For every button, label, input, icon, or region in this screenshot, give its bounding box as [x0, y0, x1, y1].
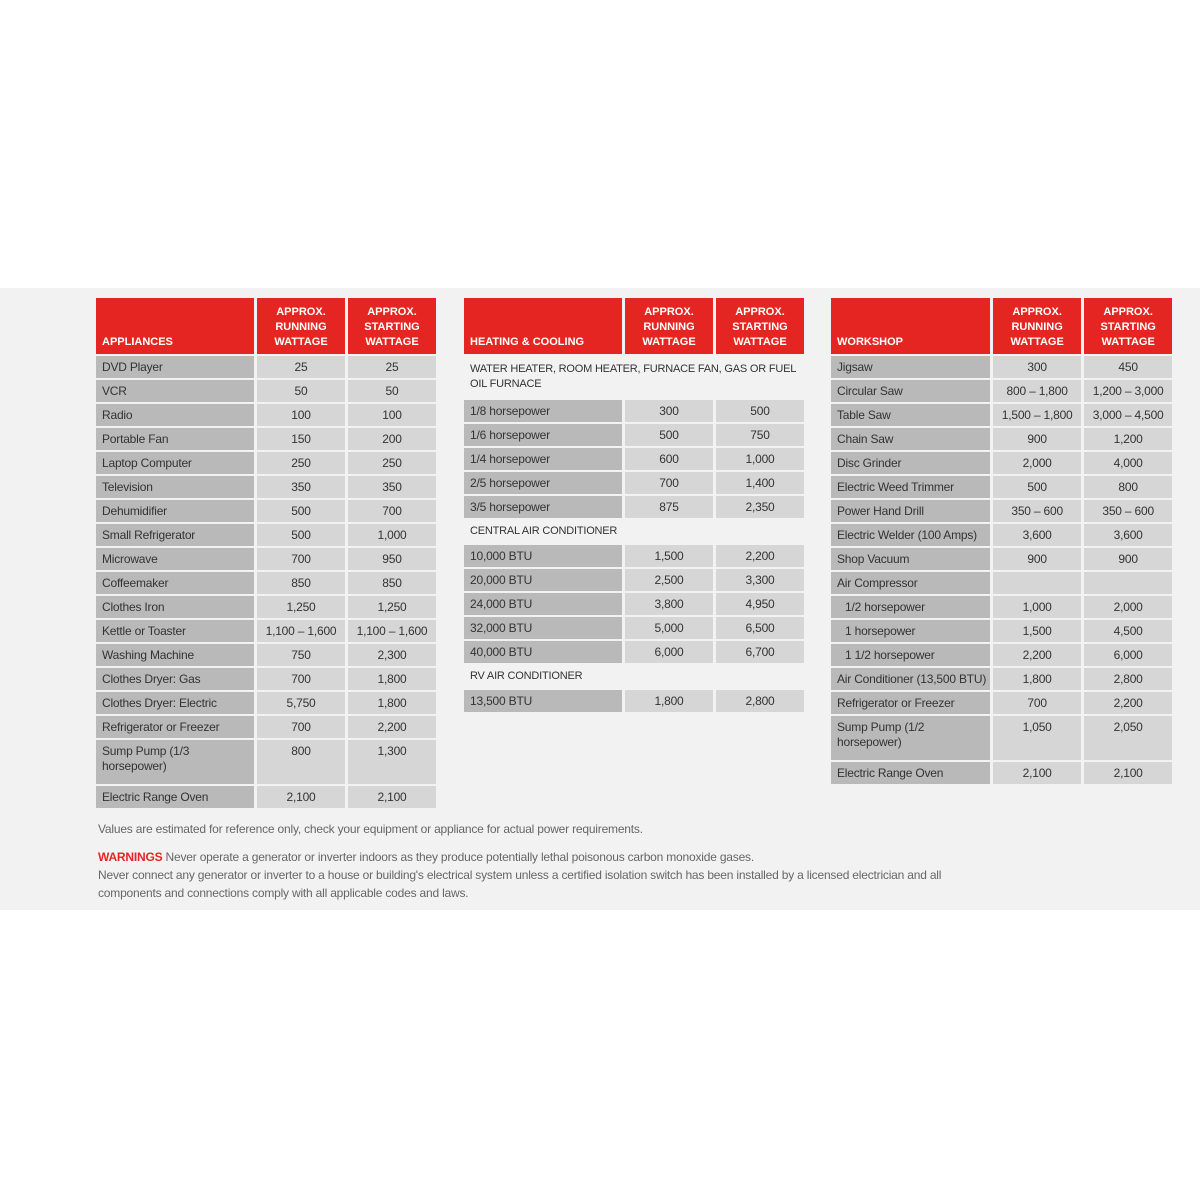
running-value: 2,500	[625, 569, 713, 591]
starting-value: 1,100 – 1,600	[348, 620, 436, 642]
item-name: 40,000 BTU	[464, 641, 622, 663]
item-name: 20,000 BTU	[464, 569, 622, 591]
table-row	[831, 668, 1172, 690]
item-name: Power Hand Drill	[831, 500, 990, 522]
item-name: Electric Range Oven	[831, 762, 990, 784]
table-row	[831, 524, 1172, 546]
table-row	[464, 448, 804, 470]
starting-value: 250	[348, 452, 436, 474]
section-row	[464, 356, 804, 398]
table-row	[464, 472, 804, 494]
item-name: Circular Saw	[831, 380, 990, 402]
starting-value: 1,200	[1084, 428, 1172, 450]
item-name: Air Conditioner (13,500 BTU)	[831, 668, 990, 690]
starting-value: 900	[1084, 548, 1172, 570]
running-value: 700	[993, 692, 1081, 714]
table-row	[96, 428, 436, 450]
table-row	[96, 644, 436, 666]
item-name: Table Saw	[831, 404, 990, 426]
table-row	[831, 428, 1172, 450]
table-row	[831, 716, 1172, 760]
table-row	[831, 596, 1172, 618]
running-value: 1,500 – 1,800	[993, 404, 1081, 426]
item-name: Refrigerator or Freezer	[96, 716, 254, 738]
running-value: 900	[993, 428, 1081, 450]
running-value: 25	[257, 356, 345, 378]
running-value: 50	[257, 380, 345, 402]
item-name: 1 horsepower	[831, 620, 990, 642]
starting-value	[1084, 572, 1172, 594]
heating-cooling-table	[461, 296, 807, 714]
starting-value: 950	[348, 548, 436, 570]
warning-text-1: Never operate a generator or inverter indoors as they produce potentially lethal poisonous carbon monoxide gases.	[165, 850, 754, 864]
item-name: 1/6 horsepower	[464, 424, 622, 446]
starting-value: 800	[1084, 476, 1172, 498]
running-value: 150	[257, 428, 345, 450]
starting-value: 2,300	[348, 644, 436, 666]
table-row	[96, 548, 436, 570]
starting-value: 2,800	[716, 690, 804, 712]
running-value: 800	[257, 740, 345, 784]
item-name: 1 1/2 horsepower	[831, 644, 990, 666]
starting-value: 1,400	[716, 472, 804, 494]
starting-value: 2,200	[1084, 692, 1172, 714]
item-name: Radio	[96, 404, 254, 426]
starting-value: 4,000	[1084, 452, 1172, 474]
item-name: Clothes Dryer: Electric	[96, 692, 254, 714]
appliances-header-row	[96, 298, 436, 354]
item-name: Clothes Iron	[96, 596, 254, 618]
item-name: Dehumidifier	[96, 500, 254, 522]
table-row	[831, 476, 1172, 498]
starting-value: 25	[348, 356, 436, 378]
table-row	[831, 404, 1172, 426]
warning-line-1	[98, 848, 998, 866]
running-value: 800 – 1,800	[993, 380, 1081, 402]
item-name: 1/4 horsepower	[464, 448, 622, 470]
running-value: 2,200	[993, 644, 1081, 666]
table-row	[464, 690, 804, 712]
running-value: 500	[993, 476, 1081, 498]
starting-value: 2,100	[348, 786, 436, 808]
starting-value: 2,350	[716, 496, 804, 518]
table-row	[464, 424, 804, 446]
running-value: 850	[257, 572, 345, 594]
starting-value: 2,200	[716, 545, 804, 567]
starting-value: 4,950	[716, 593, 804, 615]
running-value: 350 – 600	[993, 500, 1081, 522]
item-name: Small Refrigerator	[96, 524, 254, 546]
starting-value: 2,050	[1084, 716, 1172, 760]
item-name: Electric Weed Trimmer	[831, 476, 990, 498]
running-value: 750	[257, 644, 345, 666]
table-row	[831, 500, 1172, 522]
item-name: DVD Player	[96, 356, 254, 378]
disclaimer-text: Values are estimated for reference only, check your equipment or appliance for actual power requirements.	[98, 822, 643, 836]
table-row	[96, 786, 436, 808]
running-value: 5,000	[625, 617, 713, 639]
table-row	[831, 692, 1172, 714]
table-row	[831, 572, 1172, 594]
table-row	[464, 641, 804, 663]
running-value: 500	[257, 500, 345, 522]
item-name: Portable Fan	[96, 428, 254, 450]
table-row	[464, 593, 804, 615]
starting-value: 350	[348, 476, 436, 498]
table-row	[96, 500, 436, 522]
table-row	[831, 644, 1172, 666]
running-value: 700	[625, 472, 713, 494]
running-value: 6,000	[625, 641, 713, 663]
running-value: 1,800	[625, 690, 713, 712]
workshop-table	[828, 296, 1175, 786]
running-value: 500	[625, 424, 713, 446]
item-name: Jigsaw	[831, 356, 990, 378]
item-name: Clothes Dryer: Gas	[96, 668, 254, 690]
starting-value: 2,800	[1084, 668, 1172, 690]
running-value: 900	[993, 548, 1081, 570]
heating-header-row	[464, 298, 804, 354]
item-name: Microwave	[96, 548, 254, 570]
running-value: 2,100	[257, 786, 345, 808]
item-name: 1/2 horsepower	[831, 596, 990, 618]
running-value: 1,000	[993, 596, 1081, 618]
item-name: Electric Range Oven	[96, 786, 254, 808]
table-row	[464, 569, 804, 591]
running-wattage-header: APPROX. RUNNING WATTAGE	[257, 298, 345, 354]
item-name: 24,000 BTU	[464, 593, 622, 615]
starting-wattage-header: APPROX. STARTING WATTAGE	[1084, 298, 1172, 354]
table-row	[831, 452, 1172, 474]
item-name: 10,000 BTU	[464, 545, 622, 567]
starting-value: 6,500	[716, 617, 804, 639]
appliances-table	[93, 296, 439, 810]
table-row	[831, 548, 1172, 570]
running-value: 500	[257, 524, 345, 546]
starting-value: 200	[348, 428, 436, 450]
running-value: 1,250	[257, 596, 345, 618]
running-value: 1,050	[993, 716, 1081, 760]
starting-value: 500	[716, 400, 804, 422]
starting-wattage-header: APPROX. STARTING WATTAGE	[348, 298, 436, 354]
table-row	[831, 356, 1172, 378]
item-name: 13,500 BTU	[464, 690, 622, 712]
item-name: Electric Welder (100 Amps)	[831, 524, 990, 546]
item-name: Washing Machine	[96, 644, 254, 666]
table-row	[464, 545, 804, 567]
running-value: 5,750	[257, 692, 345, 714]
item-name: Laptop Computer	[96, 452, 254, 474]
warnings-label: WARNINGS	[98, 850, 163, 864]
starting-value: 1,000	[716, 448, 804, 470]
section-row	[464, 520, 804, 543]
table-row	[464, 617, 804, 639]
starting-value: 6,000	[1084, 644, 1172, 666]
starting-value: 3,000 – 4,500	[1084, 404, 1172, 426]
running-value: 700	[257, 548, 345, 570]
running-value: 600	[625, 448, 713, 470]
running-value: 350	[257, 476, 345, 498]
starting-value: 2,100	[1084, 762, 1172, 784]
table-row	[96, 668, 436, 690]
item-name: Shop Vacuum	[831, 548, 990, 570]
section-row	[464, 665, 804, 688]
running-value: 875	[625, 496, 713, 518]
item-name: Refrigerator or Freezer	[831, 692, 990, 714]
starting-value: 3,300	[716, 569, 804, 591]
table-row	[96, 404, 436, 426]
running-value: 1,500	[993, 620, 1081, 642]
starting-value: 6,700	[716, 641, 804, 663]
starting-value: 1,800	[348, 692, 436, 714]
item-name: Air Compressor	[831, 572, 990, 594]
item-name: Disc Grinder	[831, 452, 990, 474]
running-value: 700	[257, 668, 345, 690]
section-title: RV AIR CONDITIONER	[470, 670, 583, 682]
starting-value: 850	[348, 572, 436, 594]
item-name: Chain Saw	[831, 428, 990, 450]
table-row	[464, 496, 804, 518]
running-value: 300	[625, 400, 713, 422]
workshop-header: WORKSHOP	[831, 298, 990, 354]
table-row	[831, 380, 1172, 402]
starting-value: 1,250	[348, 596, 436, 618]
starting-value: 1,000	[348, 524, 436, 546]
running-value: 2,100	[993, 762, 1081, 784]
starting-value: 1,200 – 3,000	[1084, 380, 1172, 402]
table-row	[96, 596, 436, 618]
starting-value: 1,800	[348, 668, 436, 690]
table-row	[96, 716, 436, 738]
item-name: Sump Pump (1/2 horsepower)	[831, 716, 990, 760]
item-name: 3/5 horsepower	[464, 496, 622, 518]
section-title: WATER HEATER, ROOM HEATER, FURNACE FAN, GAS OR FUEL OIL FURNACE	[470, 363, 796, 390]
table-row	[96, 476, 436, 498]
starting-value: 350 – 600	[1084, 500, 1172, 522]
running-value: 300	[993, 356, 1081, 378]
item-name: Television	[96, 476, 254, 498]
starting-value: 450	[1084, 356, 1172, 378]
starting-value: 100	[348, 404, 436, 426]
appliances-header: APPLIANCES	[96, 298, 254, 354]
running-value: 2,000	[993, 452, 1081, 474]
table-row	[96, 452, 436, 474]
item-name: Sump Pump (1/3 horsepower)	[96, 740, 254, 784]
table-row	[96, 572, 436, 594]
running-wattage-header: APPROX. RUNNING WATTAGE	[625, 298, 713, 354]
running-value: 250	[257, 452, 345, 474]
item-name: Kettle or Toaster	[96, 620, 254, 642]
warning-text-2: Never connect any generator or inverter to a house or building's electrical system unless a certified isolation switch has been installed by a licensed electrician and all components and connections comply with all applicable codes and laws.	[98, 868, 942, 900]
item-name: Coffeemaker	[96, 572, 254, 594]
running-value: 100	[257, 404, 345, 426]
starting-value: 750	[716, 424, 804, 446]
starting-value: 1,300	[348, 740, 436, 784]
table-row	[96, 524, 436, 546]
table-row	[96, 692, 436, 714]
running-value: 3,800	[625, 593, 713, 615]
heating-cooling-header: HEATING & COOLING	[464, 298, 622, 354]
starting-value: 700	[348, 500, 436, 522]
running-wattage-header: APPROX. RUNNING WATTAGE	[993, 298, 1081, 354]
item-name: 32,000 BTU	[464, 617, 622, 639]
item-name: 2/5 horsepower	[464, 472, 622, 494]
starting-value: 2,200	[348, 716, 436, 738]
table-row	[96, 380, 436, 402]
running-value: 3,600	[993, 524, 1081, 546]
table-row	[464, 400, 804, 422]
starting-value: 4,500	[1084, 620, 1172, 642]
table-row	[96, 620, 436, 642]
running-value: 1,800	[993, 668, 1081, 690]
table-row	[831, 620, 1172, 642]
table-row	[831, 762, 1172, 784]
section-title: CENTRAL AIR CONDITIONER	[470, 525, 618, 537]
running-value	[993, 572, 1081, 594]
workshop-header-row	[831, 298, 1172, 354]
item-name: 1/8 horsepower	[464, 400, 622, 422]
table-row	[96, 740, 436, 784]
running-value: 1,100 – 1,600	[257, 620, 345, 642]
table-row	[96, 356, 436, 378]
running-value: 1,500	[625, 545, 713, 567]
starting-value: 2,000	[1084, 596, 1172, 618]
item-name: VCR	[96, 380, 254, 402]
starting-wattage-header: APPROX. STARTING WATTAGE	[716, 298, 804, 354]
starting-value: 50	[348, 380, 436, 402]
starting-value: 3,600	[1084, 524, 1172, 546]
warnings-block	[98, 848, 998, 902]
running-value: 700	[257, 716, 345, 738]
